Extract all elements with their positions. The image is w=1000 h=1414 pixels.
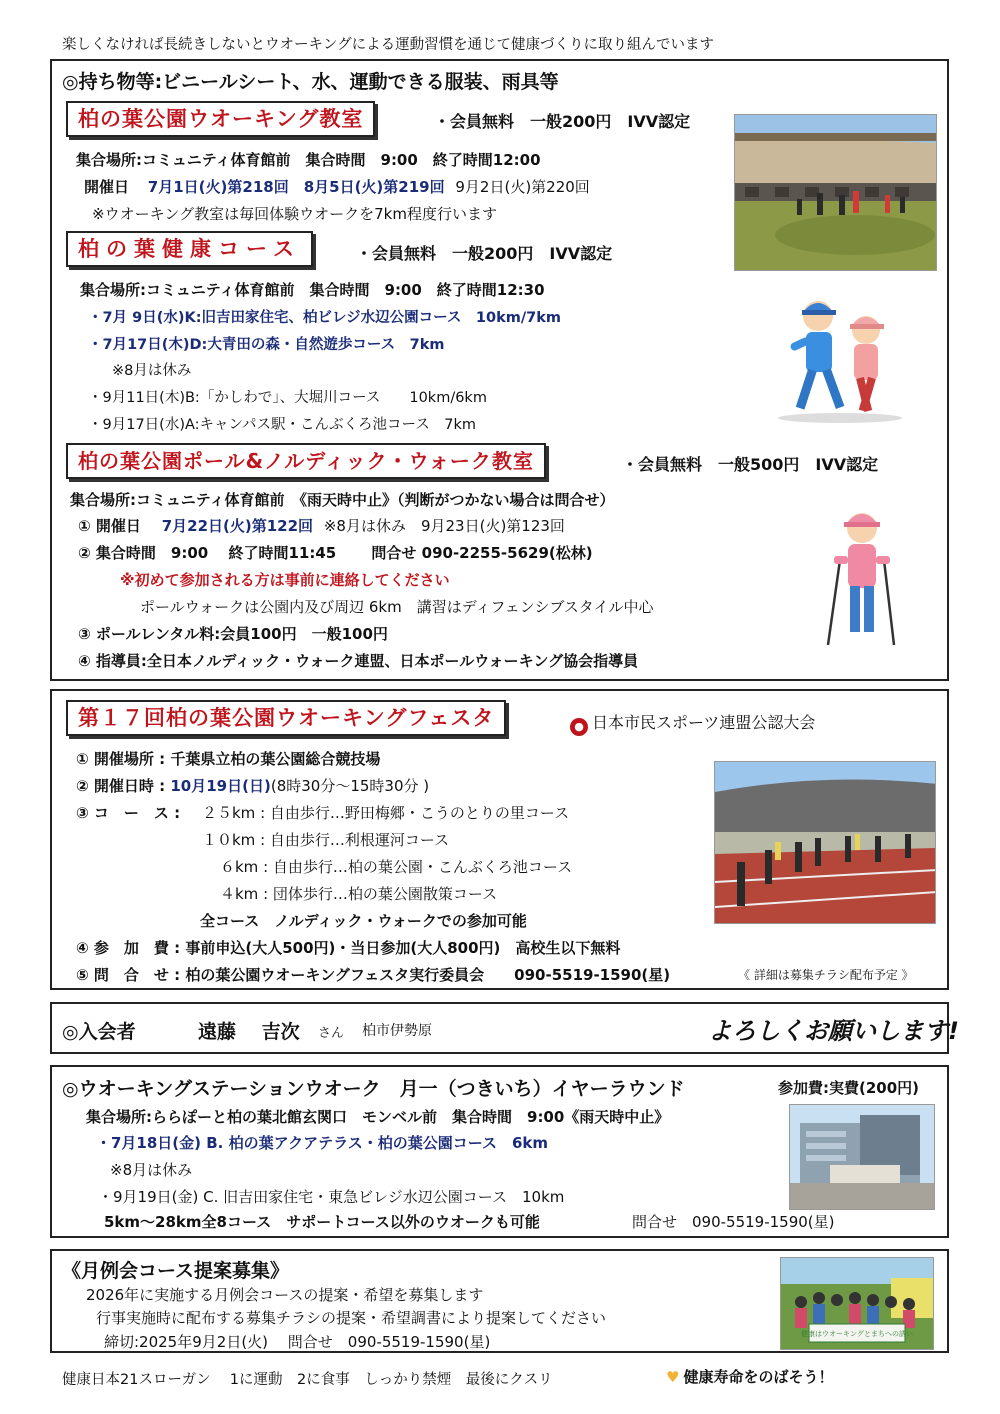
station-meet: 集合場所:ららぽーと柏の葉北館玄関口 モンベル前 集合時間 9:00《雨天時中止》: [86, 1108, 670, 1126]
footer-slogan: 健康日本21スローガン 1に運動 2に食事 しっかり禁煙 最後にクスリ: [62, 1372, 553, 1388]
pole-l1-rest: ※8月は休み 9月23日(火)第123回: [323, 517, 565, 535]
station-contact: 問合せ 090-5519-1590(星): [632, 1213, 835, 1231]
pole-l1-blue: 7月22日(火)第122回: [161, 517, 314, 535]
pole-line-3: ※初めて参加される方は事前に連絡してください: [120, 571, 450, 589]
festa-row-2: [76, 775, 429, 796]
proposal-line-3: 締切:2025年9月2日(火) 問合せ 090-5519-1590(星): [104, 1333, 491, 1351]
pole-l1-label: ① 開催日: [78, 517, 141, 535]
kyoshitsu-dates: [84, 176, 590, 197]
pole-line-5: ③ ポールレンタル料:会員100円 一般100円: [78, 625, 388, 643]
member-label: ◎入会者: [62, 1021, 136, 1043]
footer-tagline: [666, 1366, 833, 1387]
items-to-bring: ◎持ち物等:ビニールシート、水、運動できる服装、雨具等: [62, 71, 559, 93]
pole-walker-illustration: [820, 500, 900, 650]
pole-line-4: ポールウォークは公園内及び周辺 6km 講習はディフェンシブスタイル中心: [140, 598, 654, 616]
dates-blue: 7月1日(火)第218回 8月5日(火)第219回: [147, 178, 445, 196]
station-course-2: ※8月は休み: [110, 1161, 193, 1179]
kenko-course-5: ・9月17日(水)A:キャンパス駅・こんぶくろ池コース 7km: [88, 417, 477, 433]
kenko-course-3: ※8月は休み: [112, 363, 192, 379]
festa-cert: [570, 710, 815, 736]
festa-all-courses: 全コース ノルディック・ウォークでの参加可能: [200, 912, 527, 930]
station-title: ◎ウオーキングステーションウオーク 月一（つきいち）イヤーラウンド: [62, 1078, 685, 1100]
festa-r2-blue: 10月19日(日): [170, 777, 271, 795]
member-name: 遠藤 吉次: [198, 1021, 300, 1043]
proposal-line-2: 行事実施時に配布する募集チラシの提案・希望調書により提案してください: [96, 1309, 607, 1327]
photo-group-banner: [780, 1257, 934, 1350]
kenko-course-2: ・7月17日(木)D:大青田の森・自然遊歩コース 7km: [88, 337, 445, 353]
banner-text: 健康はウオーキングとまちへの誘い: [801, 1330, 913, 1338]
festa-row-5-note: 《 詳細は募集チラシ配布予定 》: [738, 968, 914, 982]
member-place: 柏市伊勢原: [362, 1023, 432, 1039]
festa-row-3-label: ③ コ ー ス :: [76, 804, 181, 822]
intro-text: 楽しくなければ長続きしないとウオーキングによる運動習慣を通じて健康づくりに取り組んでいます: [62, 37, 715, 53]
kyoshitsu-title: 柏の葉公園ウオーキング教室: [66, 101, 375, 137]
pole-line-6: ④ 指導員:全日本ノルディック・ウォーク連盟、日本ポールウォーキング協会指導員: [78, 652, 639, 670]
footer-tagline-text: 健康寿命をのばそう！: [683, 1368, 834, 1386]
station-course-1: ・7月18日(金) B. 柏の葉アクアテラス・柏の葉公園コース 6km: [96, 1134, 548, 1152]
festa-row-1: ① 開催場所 : 千葉県立柏の葉公園総合競技場: [76, 750, 381, 768]
festa-course-6: ６km : 自由歩行…柏の葉公園・こんぶくろ池コース: [220, 858, 573, 876]
walkers-illustration: [770, 292, 910, 424]
heart-icon: ♥: [666, 1368, 680, 1386]
pole-fee: ・会員無料 一般500円 IVV認定: [622, 455, 879, 474]
kenko-meet: 集合場所:コミュニティ体育館前 集合時間 9:00 終了時間12:30: [80, 281, 545, 299]
kenko-fee: ・会員無料 一般200円 IVV認定: [356, 244, 613, 263]
kyoshitsu-meet: 集合場所:コミュニティ体育館前 集合時間 9:00 終了時間12:00: [76, 151, 541, 169]
station-course-3: ・9月19日(金) C. 旧吉田家住宅・東急ビレジ水辺公園コース 10km: [98, 1188, 565, 1206]
kenko-course-4: ・9月11日(木)B:「かしわで」、大堀川コース 10km/6km: [88, 390, 487, 406]
station-fee: 参加費:実費(200円): [778, 1079, 920, 1097]
jvs-logo-icon: ●: [570, 718, 588, 736]
pole-line-1: [78, 515, 565, 536]
kenko-title: 柏の葉健康コース: [66, 231, 313, 267]
pole-title: 柏の葉公園ポール&ノルディック・ウォーク教室: [66, 443, 546, 479]
kenko-course-1: ・7月 9日(水)K:旧吉田家住宅、柏ビレジ水辺公園コース 10km/7km: [88, 310, 561, 326]
kyoshitsu-note: ※ウオーキング教室は毎回体験ウオークを7km程度行います: [92, 205, 497, 223]
station-course-4: 5km～28km全8コース サポートコース以外のウオークも可能: [104, 1213, 540, 1231]
photo-stadium-lawn: [734, 114, 937, 271]
festa-course-4: ４km : 団体歩行…柏の葉公園散策コース: [220, 885, 498, 903]
festa-r2-label: ② 開催日時 :: [76, 777, 171, 795]
proposal-line-1: 2026年に実施する月例会コースの提案・希望を募集します: [86, 1286, 484, 1304]
festa-cert-text: 日本市民スポーツ連盟公認大会: [592, 713, 816, 732]
dates-rest: 9月2日(火)第220回: [455, 178, 590, 196]
member-honorific: さん: [318, 1026, 345, 1041]
member-greeting: よろしくお願いします!: [708, 1017, 959, 1045]
pole-line-2: ② 集合時間 9:00 終了時間11:45 問合せ 090-2255-5629(松林): [78, 544, 593, 562]
pole-meet: 集合場所:コミュニティ体育館前 《雨天時中止》（判断がつかない場合は問合せ）: [70, 491, 615, 509]
festa-course-10: １０km : 自由歩行…利根運河コース: [202, 831, 450, 849]
festa-title: 第１７回柏の葉公園ウオーキングフェスタ: [66, 700, 506, 736]
proposal-title: 《月例会コース提案募集》: [62, 1260, 290, 1282]
kyoshitsu-fee: ・会員無料 一般200円 IVV認定: [434, 112, 691, 131]
festa-row-4: ④ 参 加 費 : 事前申込(大人500円)・当日参加(大人800円) 高校生以下無料: [76, 939, 621, 957]
festa-r2-rest: (8時30分～15時30分 ): [270, 777, 430, 795]
festa-row-5: ⑤ 問 合 せ : 柏の葉公園ウオーキングフェスタ実行委員会 090-5519-1590(星): [76, 966, 671, 984]
festa-course-25: ２５km : 自由歩行…野田梅郷・こうのとりの里コース: [202, 804, 570, 822]
photo-track-walkers: [714, 761, 936, 924]
photo-lalaport: [789, 1104, 935, 1210]
dates-label: 開催日: [84, 178, 130, 196]
